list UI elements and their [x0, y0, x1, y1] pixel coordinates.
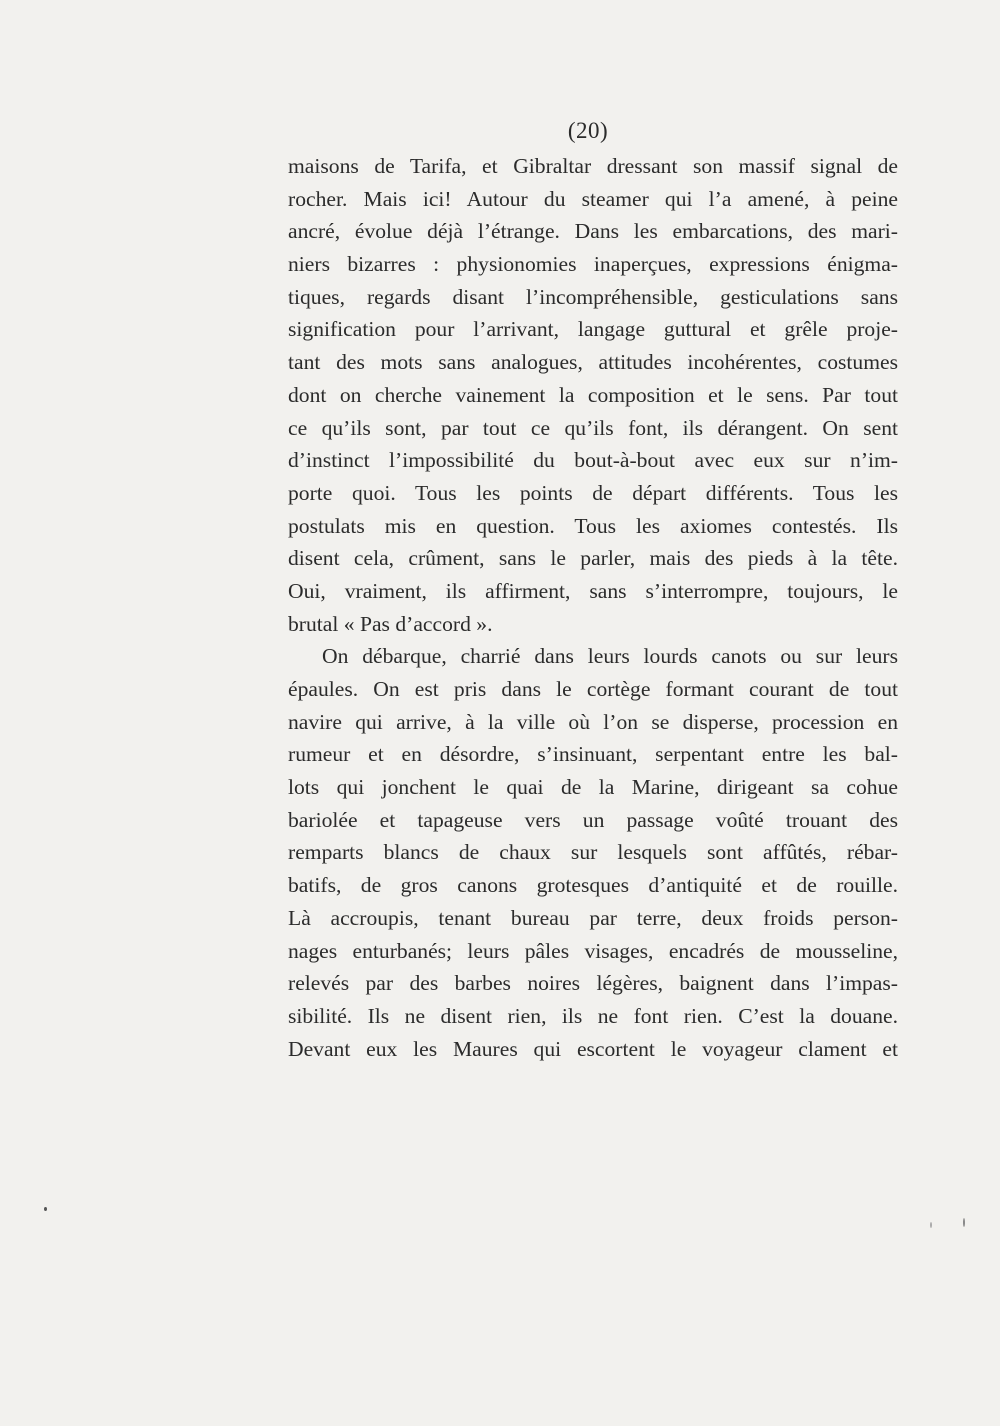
text-line: postulats mis en question. Tous les axiomes contestés. Ils — [288, 513, 898, 538]
text-line: porte quoi. Tous les points de départ différents. Tous les — [288, 480, 898, 505]
page-number: (20) — [567, 118, 609, 143]
text-line: Oui, vraiment, ils affirment, sans s’interrompre, toujours, le — [288, 578, 898, 603]
text-line: relevés par des barbes noires légères, baignent dans l’impas- — [288, 971, 898, 996]
text-line: ancré, évolue déjà l’étrange. Dans les embarcations, des mari- — [288, 219, 898, 244]
paragraph-start-line: On débarque, charrié dans leurs lourds canots ou sur leurs — [322, 644, 898, 669]
text-line: rocher. Mais ici! Autour du steamer qui l’a amené, à peine — [288, 186, 898, 211]
text-line: signification pour l’arrivant, langage guttural et grêle proje- — [288, 317, 898, 342]
paragraph-end-line: brutal « Pas d’accord ». — [288, 611, 493, 636]
paper-speck — [930, 1222, 932, 1228]
text-line: tiques, regards disant l’incompréhensible, gesticulations sans — [288, 284, 898, 309]
text-line: sibilité. Ils ne disent rien, ils ne font rien. C’est la douane. — [288, 1003, 898, 1028]
text-line: navire qui arrive, à la ville où l’on se disperse, procession en — [288, 709, 898, 734]
text-line: nages enturbanés; leurs pâles visages, encadrés de mousseline, — [288, 938, 898, 963]
text-line: épaules. On est pris dans le cortège formant courant de tout — [288, 677, 898, 701]
text-line: Devant eux les Maures qui escortent le voyageur clament et — [288, 1036, 898, 1061]
paper-speck — [44, 1207, 47, 1211]
text-line: tant des mots sans analogues, attitudes incohérentes, costumes — [288, 350, 898, 375]
text-line: batifs, de gros canons grotesques d’antiquité et de rouille. — [288, 873, 898, 898]
text-line: maisons de Tarifa, et Gibraltar dressant son massif signal de — [288, 154, 898, 178]
paper-speck — [963, 1218, 965, 1227]
text-line: rumeur et en désordre, s’insinuant, serpentant entre les bal- — [288, 742, 898, 767]
text-line: dont on cherche vainement la composition et le sens. Par tout — [288, 382, 898, 407]
text-line: Là accroupis, tenant bureau par terre, deux froids person- — [288, 905, 898, 930]
text-line: ce qu’ils sont, par tout ce qu’ils font, ils dérangent. On sent — [288, 415, 898, 440]
text-line: lots qui jonchent le quai de la Marine, dirigeant sa cohue — [288, 775, 898, 800]
text-line: bariolée et tapageuse vers un passage voûté trouant des — [288, 807, 898, 832]
text-line: disent cela, crûment, sans le parler, mais des pieds à la tête. — [288, 546, 898, 571]
body-text — [288, 150, 898, 1065]
text-line: remparts blancs de chaux sur lesquels sont affûtés, rébar- — [288, 840, 898, 865]
text-line: d’instinct l’impossibilité du bout-à-bout avec eux sur n’im- — [288, 448, 898, 473]
text-line: niers bizarres : physionomies inaperçues, expressions énigma- — [288, 252, 898, 277]
